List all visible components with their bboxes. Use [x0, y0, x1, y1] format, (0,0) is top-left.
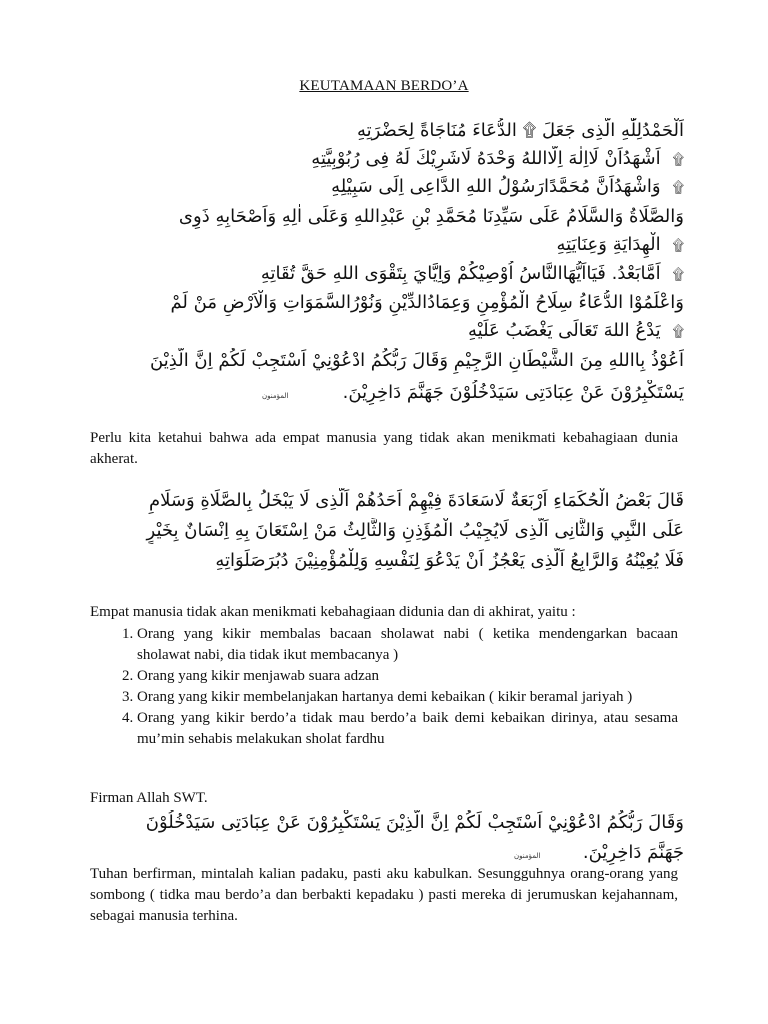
list-item: 4. Orang yang kikir berdo’a tidak mau berdo’a baik demi kebaikan dirinya, atau sesama mu’min sehabis melakukan sholat fardhu [137, 708, 678, 750]
arabic-line-3: ۩وَاشْهَدُاَنَّ مُحَمَّدًارَسُوْلُ اللهِ الدَّاعِى اِلَى سَبِيْلِهِ [44, 174, 684, 200]
verse-line-2: جَهَنَّمَ دَاخِرِيْنَ. [582, 842, 684, 863]
surah-reference-2: المؤمنون [514, 852, 541, 860]
list-item: 1. Orang yang kikir membalas bacaan sholawat nabi ( ketika mendengarkan bacaan sholawat nabi, dia tidak ikut membacanya ) [137, 624, 678, 666]
arabic-line-10: يَسْتَكْبِرُوْنَ عَنْ عِبَادَتِى سَيَدْخُلُوْنَ جَهَنَّمَ دَاخِرِيْنَ. [342, 382, 684, 403]
arabic-line-4: وَالصَّلَاةُ وَالسَّلَامُ عَلَى سَيِّدِنَا مُحَمَّدِ بْنِ عَبْدِاللهِ وَعَلَى اٰلِهِ وَاَصْحَابِهِ ذَوِى [178, 206, 684, 227]
firman-heading: Firman Allah SWT. [90, 790, 208, 806]
arabic-line-1: اَلْحَمْدُلِلّٰهِ الَّذِى جَعَلَ ۩ الدُّعَاءَ مُنَاجَاةً لِحَضْرَتِهِ [356, 120, 684, 141]
sajdah-mark-icon: ۩ [672, 322, 684, 340]
intro-paragraph: Perlu kita ketahui bahwa ada empat manusia yang tidak akan menikmati kebahagiaan dunia akherat. [90, 430, 678, 467]
sajdah-mark-icon: ۩ [672, 178, 684, 196]
hadith-line-2: عَلَى النَّبِي وَالثَّانِى اَلَّذِى لَايُجِيْبُ الْمُؤَذِنِ وَالثَّالِثُ مَنْ اِسْتَعَانَ بِهِ اِنْسَانٌ بِخَيْرٍ [146, 520, 684, 541]
sajdah-mark-icon: ۩ [672, 265, 684, 283]
arabic-line-2: ۩اَشْهَدُاَنْ لَااِلٰهَ اِلَّااللهُ وَحْدَهُ لَاشَرِيْكَ لَهُ فِى رُبُوْبِيَّتِهِ [44, 146, 684, 172]
translation-paragraph: Tuhan berfirman, mintalah kalian padaku, pasti aku kabulkan. Sesungguhnya orang-orang yang sombong ( tidka mau berdo’a dan berbakti kepadaku ) pasti mereka di jerumuskan kejahannam, sebagai manusia terhina. [90, 866, 678, 924]
arabic-line-7: وَاعْلَمُوْا الدُّعَاءُ سِلَاحُ الْمُؤْمِنِ وَعِمَادُالدِّيْنِ وَنُوْرُالسَّمَوَاتِ وَالْاَرْضِ مَنْ لَمْ [170, 292, 684, 313]
arabic-line-6: ۩اَمَّابَعْدُ. فَيَااَيُّهَاالنَّاسُ اُوْصِيْكُمْ وَاِيَّايَ بِتَقْوَى اللهِ حَقَّ تُقَاتِهِ [44, 261, 684, 287]
verse-line-1: وَقَالَ رَبُّكُمُ ادْعُوْنِيْ اَسْتَجِبْ لَكُمْ اِنَّ الَّذِيْنَ يَسْتَكْبِرُوْنَ عَنْ عِبَادَتِى سَيَدْخُلُوْنَ [145, 812, 684, 833]
arabic-line-5: ۩الْهِدَايَةِ وَعِنَايَتِهِ [44, 232, 684, 258]
hadith-line-3: فَلَا يُعِيْنُهُ وَالرَّابِعُ اَلَّذِى يَعْجُزُ اَنْ يَدْعُوَ لِنَفْسِهِ وَلِلْمُؤْمِنِيْنَ دُبُرَصَلَوَاتِهِ [215, 550, 684, 571]
surah-reference: المؤمنون [262, 392, 289, 400]
sajdah-mark-icon: ۩ [672, 236, 684, 254]
list-item: 3. Orang yang kikir membelanjakan hartanya demi kebaikan ( kikir beramal jariyah ) [137, 687, 678, 708]
arabic-line-9: اَعُوْذُ بِااللهِ مِنَ الشَّيْطَانِ الرَّجِيْمِ وَقَالَ رَبُّكُمُ ادْعُوْنِيْ اَسْتَجِبْ لَكُمْ اِنَّ الَّذِيْنَ [150, 350, 684, 371]
four-people-list [90, 624, 678, 750]
arabic-line-8: ۩يَدْعُ اللهَ تَعَالَى يَغْضَبُ عَلَيْهِ [44, 318, 684, 344]
list-intro: Empat manusia tidak akan menikmati kebahagiaan didunia dan di akhirat, yaitu : [90, 604, 576, 620]
sajdah-mark-icon: ۩ [672, 150, 684, 168]
hadith-line-1: قَالَ بَعْضُ الْحُكَمَاءِ اَرْبَعَةٌ لَاسَعَادَةَ فِيْهِمْ اَحَدُهُمْ اَلَّذِى لَا يَبْخَلُ بِالصَّلَاةِ وَسَلَامِ [148, 490, 684, 511]
list-item: 2. Orang yang kikir menjawab suara adzan [137, 666, 678, 687]
document-title: KEUTAMAAN BERDO’A [299, 78, 469, 94]
